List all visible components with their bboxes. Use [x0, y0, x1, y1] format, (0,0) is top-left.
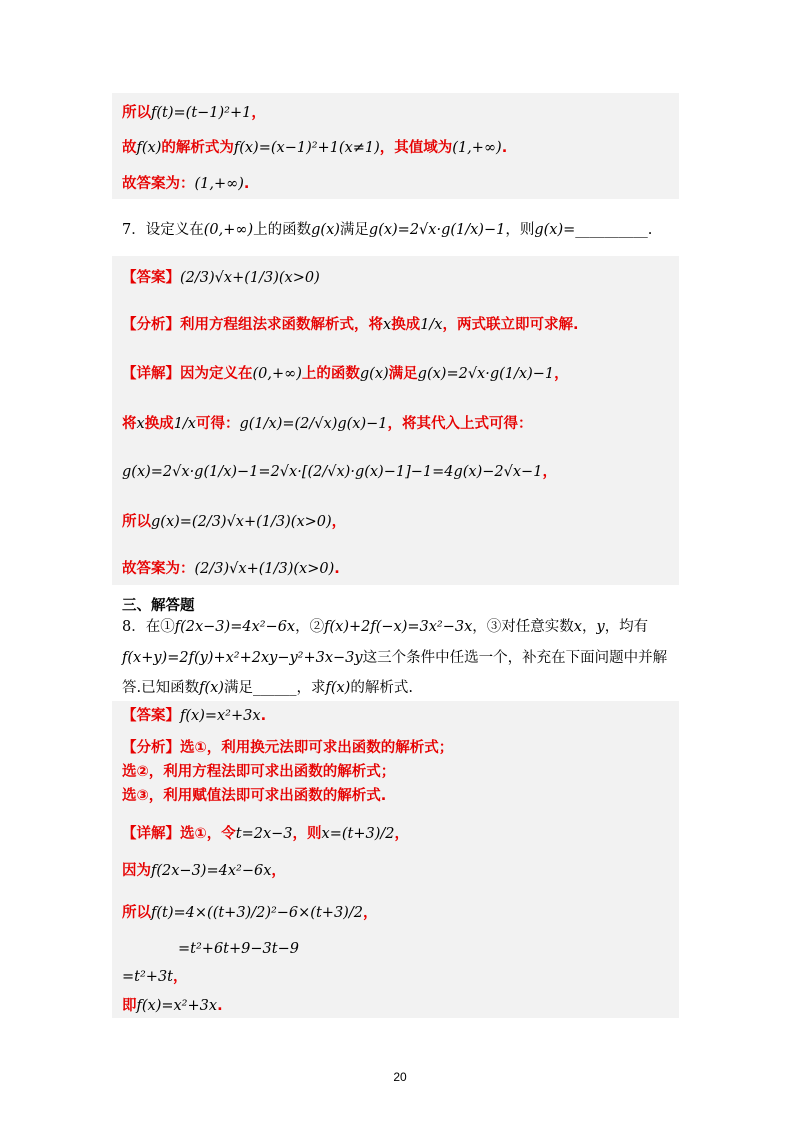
q7-detail: 【详解】因为定义在(0,+∞)上的函数g(x)满足g(x)=2√x·g(1/x)−1，	[122, 366, 569, 382]
q7-step-2: g(x)=2√x·g(1/x)−1=2√x·[(2/√x)·g(x)−1]−1=4g(x)−2√x−1，	[122, 464, 557, 480]
answer-blank: ______	[252, 680, 297, 696]
q8-answer: 【答案】f(x)=x²+3x.	[122, 708, 267, 724]
top-line-2: 故f(x)的解析式为f(x)=(x−1)²+1(x≠1)，其值域为(1,+∞).	[122, 140, 508, 156]
answer-blank: __________	[575, 222, 648, 238]
q7-final: 故答案为：(2/3)√x+(1/3)(x>0).	[122, 561, 340, 577]
question-8-line-2: f(x+y)=2f(y)+x²+2xy−y²+3x−3y这三个条件中任选一个，补充在下面问题中并解	[122, 650, 668, 666]
q7-analysis: 【分析】利用方程组法求函数解析式，将x换成1/x，两式联立即可求解.	[122, 317, 579, 333]
section-heading: 三、解答题	[122, 598, 195, 614]
q7-answer: 【答案】(2/3)√x+(1/3)(x>0)	[122, 270, 320, 286]
q8-analysis-2: 选②，利用方程法即可求出函数的解析式；	[122, 764, 396, 780]
question-8-line-3: 答.已知函数f(x)满足______，求f(x)的解析式.	[122, 680, 413, 696]
q8-analysis-1: 【分析】选①，利用换元法即可求出函数的解析式；	[122, 740, 454, 756]
q8-final: 即f(x)=x²+3x.	[122, 998, 223, 1014]
q7-step-3: 所以g(x)=(2/3)√x+(1/3)(x>0)，	[122, 514, 347, 530]
page-number: 20	[393, 1070, 407, 1084]
q8-so: 所以f(t)=4×((t+3)/2)²−6×(t+3)/2，	[122, 905, 378, 921]
question-7: 7．设定义在(0,+∞)上的函数g(x)满足g(x)=2√x·g(1/x)−1，则g(x)=__________.	[122, 222, 653, 238]
q8-eq-line-1: =t²+6t+9−3t−9	[178, 941, 299, 957]
q7-step-1: 将x换成1/x可得：g(1/x)=(2/√x)g(x)−1，将其代入上式可得：	[122, 416, 533, 432]
q8-eq-line-2: =t²+3t，	[122, 969, 188, 985]
top-line-1: 所以f(t)=(t−1)²+1，	[122, 105, 266, 121]
question-8-line-1: 8．在①f(2x−3)=4x²−6x，②f(x)+2f(−x)=3x²−3x，③对任意实数x，y，均有	[122, 619, 649, 635]
q8-analysis-3: 选③，利用赋值法即可求出函数的解析式.	[122, 788, 387, 804]
top-line-3: 故答案为：(1,+∞).	[122, 176, 250, 192]
q8-because: 因为f(2x−3)=4x²−6x，	[122, 863, 286, 879]
q8-detail: 【详解】选①，令t=2x−3，则x=(t+3)/2，	[122, 826, 409, 842]
